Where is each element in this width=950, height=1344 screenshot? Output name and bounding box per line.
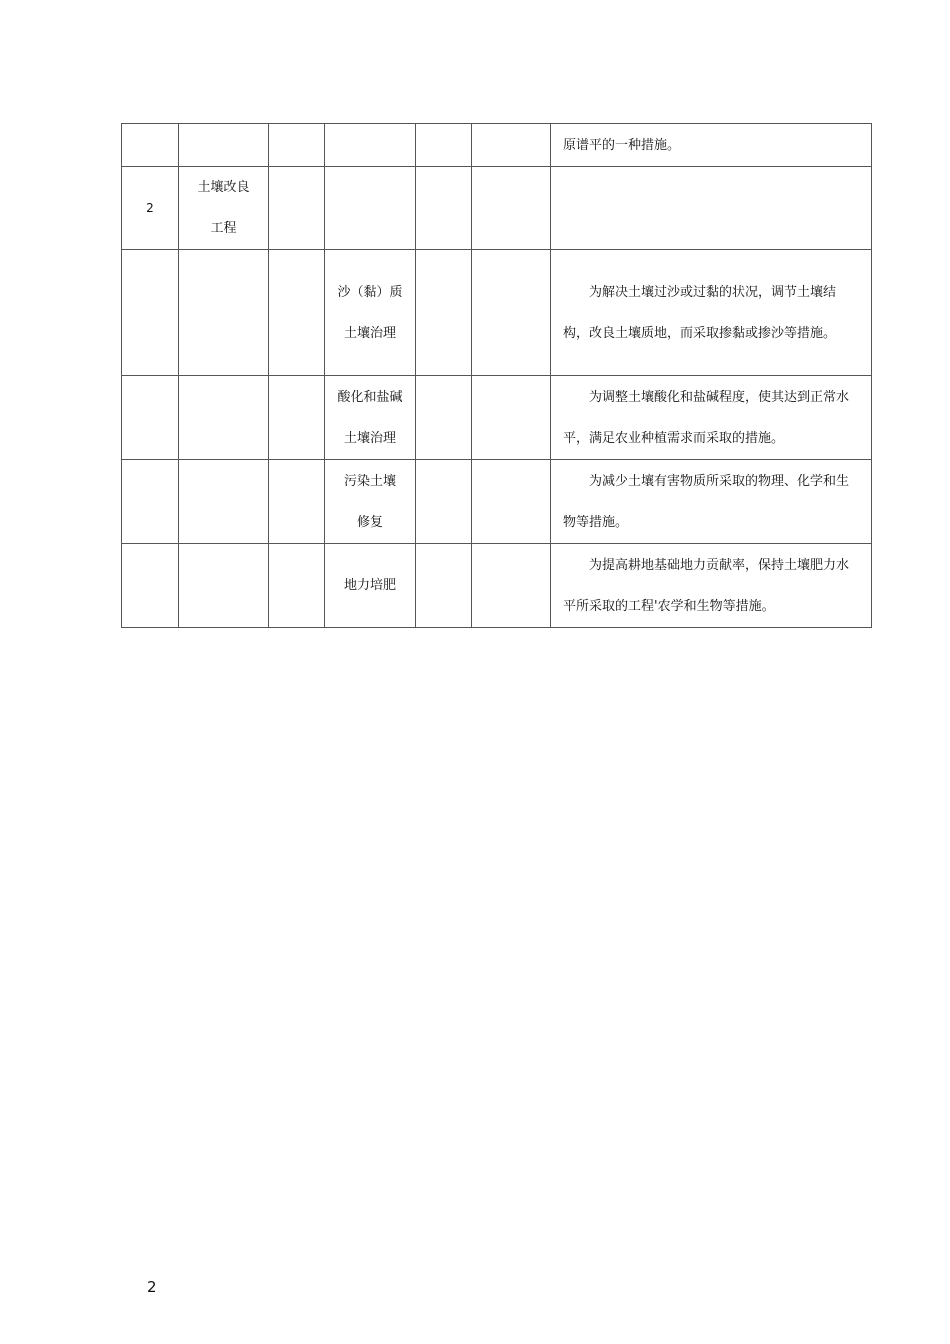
cell-no: [122, 124, 179, 167]
cell-subname: [325, 376, 416, 460]
cell-subname: [325, 460, 416, 544]
cell-subname: [325, 544, 416, 628]
subname-line: 土壤治理: [343, 430, 396, 446]
cell-empty: [416, 460, 472, 544]
subname-line: 酸化和盐碱: [337, 389, 403, 405]
cell-empty: [472, 124, 551, 167]
cell-name: [179, 124, 269, 167]
subname-line: 地力培肥: [343, 578, 396, 593]
name-line: 工程: [210, 221, 237, 236]
cell-description: [551, 544, 872, 628]
cell-empty: [269, 544, 325, 628]
cell-name: [179, 167, 269, 250]
cell-empty: [269, 124, 325, 167]
cell-description: [551, 250, 872, 376]
table-row: [122, 544, 872, 628]
description-line: 平，满足农业种植需求而采取的措施。: [563, 430, 785, 446]
cell-name: [179, 460, 269, 544]
cell-subname: [325, 250, 416, 376]
cell-name: [179, 376, 269, 460]
cell-empty: [269, 250, 325, 376]
cell-subname: [325, 167, 416, 250]
description-line: 为减少土壤有害物质所采取的物理、化学和生: [589, 473, 850, 489]
cell-no: [122, 376, 179, 460]
cell-subname: [325, 124, 416, 167]
cell-empty: [472, 167, 551, 250]
cell-description: [551, 167, 872, 250]
description-line: 物等措施。: [563, 514, 629, 530]
cell-empty: [269, 460, 325, 544]
description-line: 为调整土壤酸化和盐碱程度，使其达到正常水: [589, 389, 850, 405]
cell-no: [122, 460, 179, 544]
cell-empty: [269, 376, 325, 460]
table-row: [122, 167, 872, 250]
name-line: 土壤改良: [197, 180, 250, 195]
description-line: 平所采取的工程'农学和生物等措施。: [563, 598, 775, 614]
cell-no: [122, 250, 179, 376]
cell-name: [179, 544, 269, 628]
cell-empty: [472, 544, 551, 628]
cell-empty: [472, 460, 551, 544]
page-number: 2: [147, 1278, 157, 1296]
table-row: [122, 250, 872, 376]
cell-empty: [416, 544, 472, 628]
cell-name: [179, 250, 269, 376]
cell-empty: [416, 250, 472, 376]
table-row: [122, 376, 872, 460]
cell-description: [551, 460, 872, 544]
cell-empty: [269, 167, 325, 250]
cell-empty: [472, 376, 551, 460]
description-line: 构，改良土壤质地，而采取掺黏或掺沙等措施。: [563, 325, 837, 341]
cell-description: [551, 124, 872, 167]
row-number: 2: [146, 200, 154, 215]
cell-empty: [416, 124, 472, 167]
cell-empty: [472, 250, 551, 376]
document-table: [121, 123, 872, 628]
cell-no: [122, 167, 179, 250]
description-line: 为解决土壤过沙或过黏的状况，调节土壤结: [589, 284, 837, 300]
cell-empty: [416, 167, 472, 250]
description-line: 原谱平的一种措施。: [563, 137, 681, 153]
table-row: [122, 124, 872, 167]
cell-description: [551, 376, 872, 460]
subname-line: 修复: [356, 514, 383, 530]
subname-line: 土壤治理: [343, 325, 396, 341]
cell-empty: [416, 376, 472, 460]
table-row: [122, 460, 872, 544]
cell-no: [122, 544, 179, 628]
subname-line: 沙（黏）质: [337, 284, 403, 300]
description-line: 为提高耕地基础地力贡献率，保持土壤肥力水: [589, 557, 850, 573]
subname-line: 污染土壤: [343, 473, 396, 489]
